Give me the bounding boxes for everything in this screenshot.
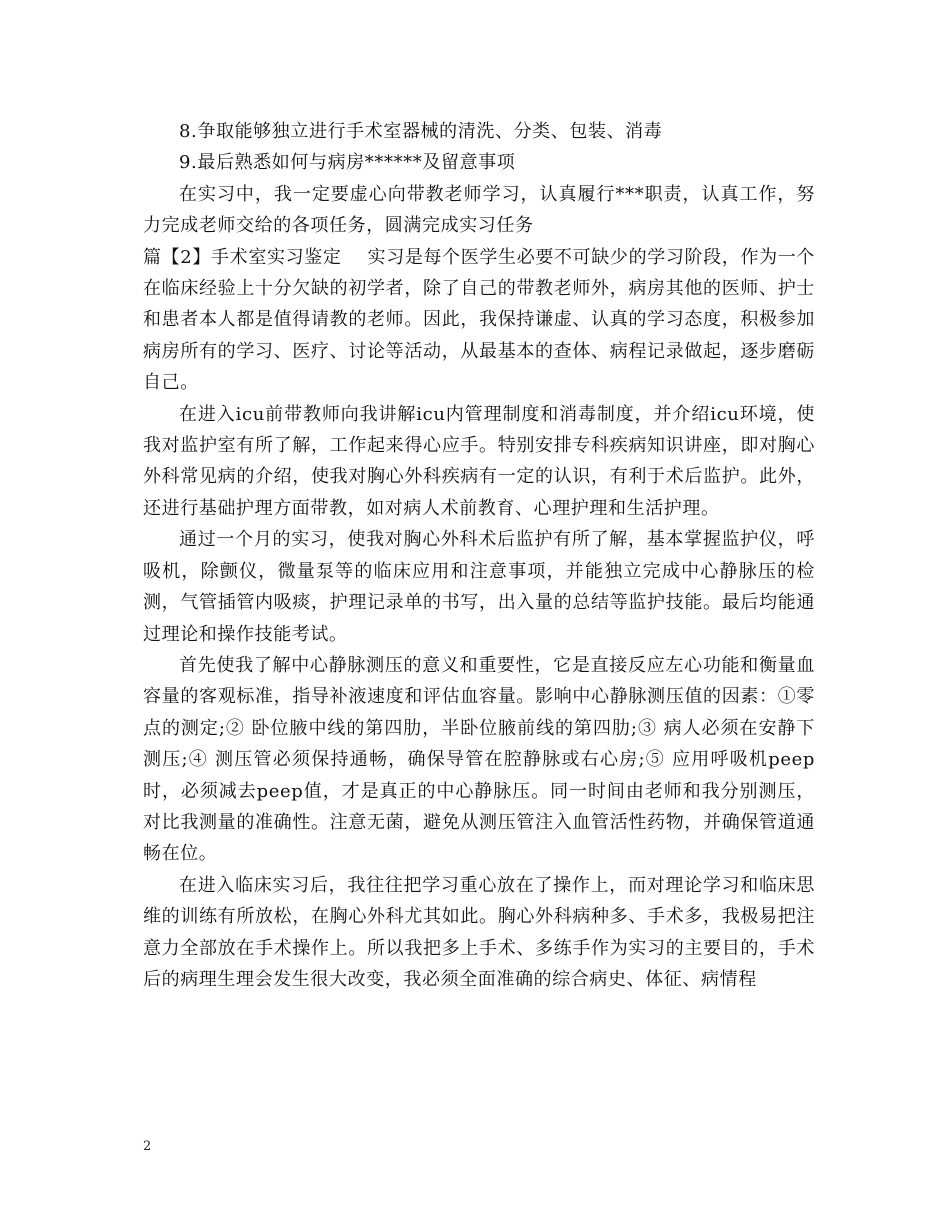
section-2-text: 实习是每个医学生必要不可缺少的学习阶段，作为一个在临床经验上十分欠缺的初学者，除了自己的带教老师外，病房其他的医师、护士和患者本人都是值得请教的老师。因此，我保持谦虚、认真的学习态度，积极参加病房所有的学习、医疗、讨论等活动，从最基本的查体、病程记录做起，逐步磨砺自己。 <box>143 246 815 394</box>
paragraph-clinical-practice: 在进入临床实习后，我往往把学习重心放在了操作上，而对理论学习和临床思维的训练有所放松，在胸心外科尤其如此。胸心外科病种多、手术多，我极易把注意力全部放在手术操作上。所以我把多上手术、多练手作为实习的主要目的，手术后的病理生理会发生很大改变，我必须全面准确的综合病史、体征、病情程 <box>143 874 815 990</box>
list-item-9: 9.最后熟悉如何与病房******及留意事项 <box>179 152 516 174</box>
section-heading: 篇【2】手术室实习鉴定 <box>143 246 342 268</box>
paragraph-cvp-measurement: 首先使我了解中心静脉测压的意义和重要性，它是直接反应左心功能和衡量血容量的客观标准，指导补液速度和评估血容量。影响中心静脉测压值的因素：①零点的测定;② 卧位腋中线的第四肋，半卧位腋前线的第四肋;③ 病人必须在安静下测压;④ 测压管必须保持通畅，确保导管在腔静脉或右心房;⑤ 应用呼吸机peep时，必须减去peep值，才是真正的中心静脉压。同一时间由老师和我分别测压，对比我测量的准确性。注意无菌，避免从测压管注入血管活性药物，并确保管道通畅在位。 <box>143 654 815 865</box>
document-body <box>143 116 815 995</box>
paragraph-monitoring-skills: 通过一个月的实习，使我对胸心外科术后监护有所了解，基本掌握监护仪，呼吸机，除颤仪，微量泵等的临床应用和注意事项，并能独立完成中心静脉压的检测，气管插管内吸痰，护理记录单的书写，出入量的总结等监护技能。最后均能通过理论和操作技能考试。 <box>143 529 815 645</box>
list-item-8: 8.争取能够独立进行手术室器械的清洗、分类、包装、消毒 <box>179 121 663 142</box>
section-2-paragraph <box>143 242 815 399</box>
paragraph-internship-commitment: 在实习中，我一定要虚心向带教老师学习，认真履行***职责，认真工作，努力完成老师交给的各项任务，圆满完成实习任务 <box>143 183 815 237</box>
paragraph-icu-introduction: 在进入icu前带教师向我讲解icu内管理制度和消毒制度，并介绍icu环境，使我对监护室有所了解，工作起来得心应手。特别安排专科疾病知识讲座，即对胸心外科常见病的介绍，使我对胸心外科疾病有一定的认识，有利于术后监护。此外，还进行基础护理方面带教，如对病人术前教育、心理护理和生活护理。 <box>143 403 815 519</box>
page-number: 2 <box>143 1139 152 1154</box>
